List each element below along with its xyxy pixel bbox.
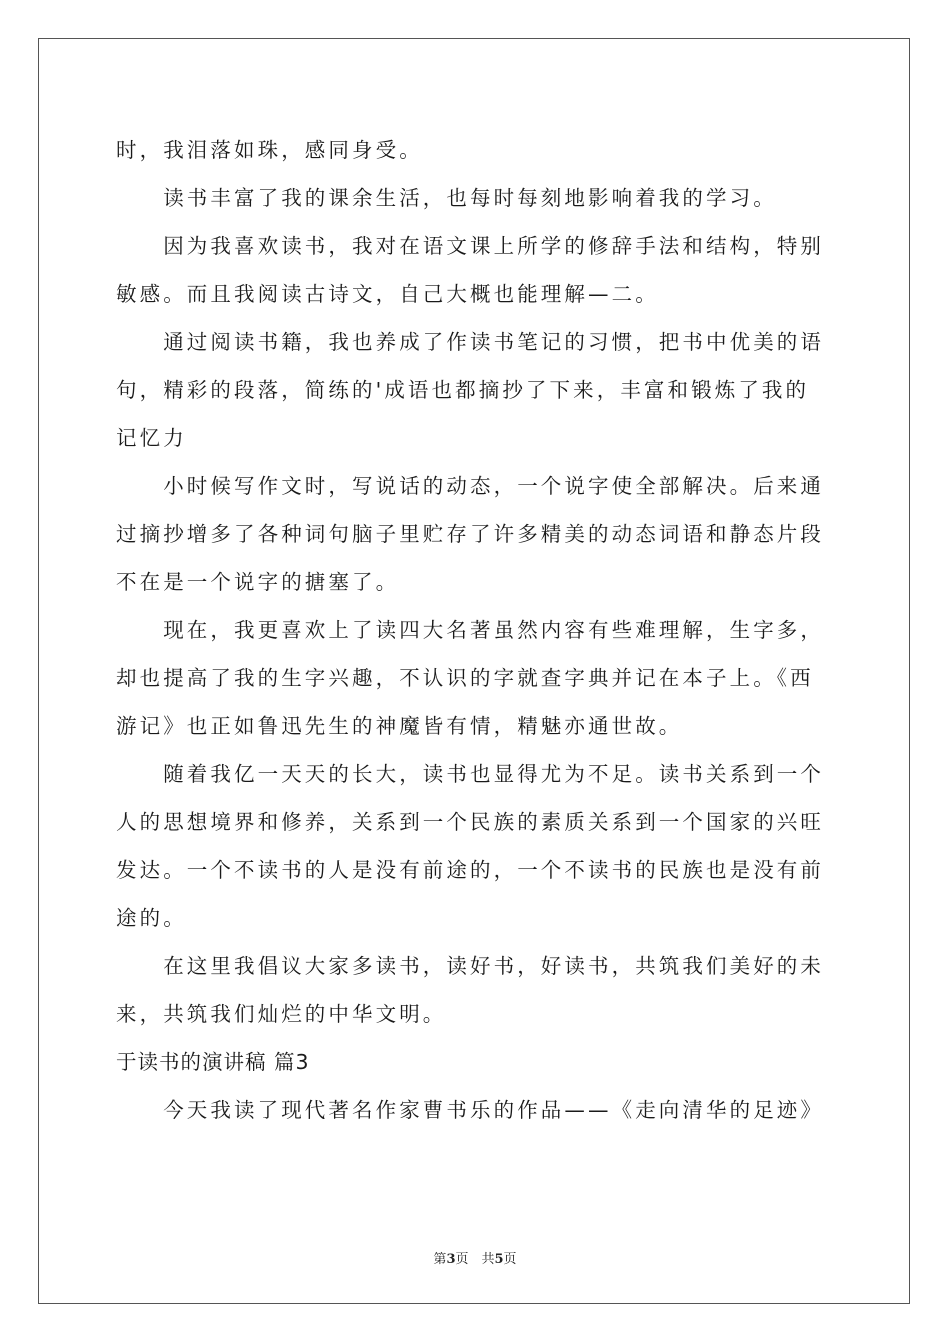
- page-footer: [0, 1248, 950, 1267]
- text-line: 却也提高了我的生字兴趣，不认识的字就查字典并记在本子上。《西: [116, 666, 814, 690]
- text-line: 途的。: [116, 906, 187, 930]
- current-page-number: 3: [446, 1252, 456, 1267]
- text-line: 因为我喜欢读书，我对在语文课上所学的修辞手法和结构，特别: [116, 234, 824, 258]
- text-line: 时，我泪落如珠，感同身受。: [116, 138, 423, 162]
- text-line: 人的思想境界和修养，关系到一个民族的素质关系到一个国家的兴旺: [116, 810, 824, 834]
- text-line: 不在是一个说字的搪塞了。: [116, 570, 400, 594]
- text-line: 游记》也正如鲁迅先生的神魔皆有情，精魅亦通世故。: [116, 714, 683, 738]
- text-line: 随着我亿一天天的长大，读书也显得尤为不足。读书关系到一个: [116, 762, 824, 786]
- text-line: 今天我读了现代著名作家曹书乐的作品——《走向清华的足迹》: [116, 1098, 824, 1122]
- text-line: 句，精彩的段落，简练的'成语也都摘抄了下来，丰富和锻炼了我的: [116, 378, 810, 402]
- section-heading: 于读书的演讲稿 篇3: [116, 1050, 310, 1074]
- footer-suffix: 页: [503, 1252, 517, 1267]
- footer-prefix: 第: [433, 1252, 447, 1267]
- text-line: 小时候写作文时，写说话的动态，一个说字使全部解决。后来通: [116, 474, 824, 498]
- text-line: 过摘抄增多了各种词句脑子里贮存了许多精美的动态词语和静态片段: [116, 522, 824, 546]
- text-line: 敏感。而且我阅读古诗文，自己大概也能理解—二。: [116, 282, 659, 306]
- footer-mid: 页 共: [455, 1252, 495, 1267]
- total-page-count: 5: [494, 1252, 504, 1267]
- text-line: 现在，我更喜欢上了读四大名著虽然内容有些难理解，生字多，: [116, 618, 824, 642]
- text-line: 发达。一个不读书的人是没有前途的，一个不读书的民族也是没有前: [116, 858, 824, 882]
- text-line: 来，共筑我们灿烂的中华文明。: [116, 1002, 447, 1026]
- text-line: 读书丰富了我的课余生活，也每时每刻地影响着我的学习。: [116, 186, 777, 210]
- text-line: 记忆力: [116, 426, 187, 450]
- text-line: 通过阅读书籍，我也养成了作读书笔记的习惯，把书中优美的语: [116, 330, 824, 354]
- text-line: 在这里我倡议大家多读书，读好书，好读书，共筑我们美好的未: [116, 954, 824, 978]
- document-body: [116, 126, 836, 1134]
